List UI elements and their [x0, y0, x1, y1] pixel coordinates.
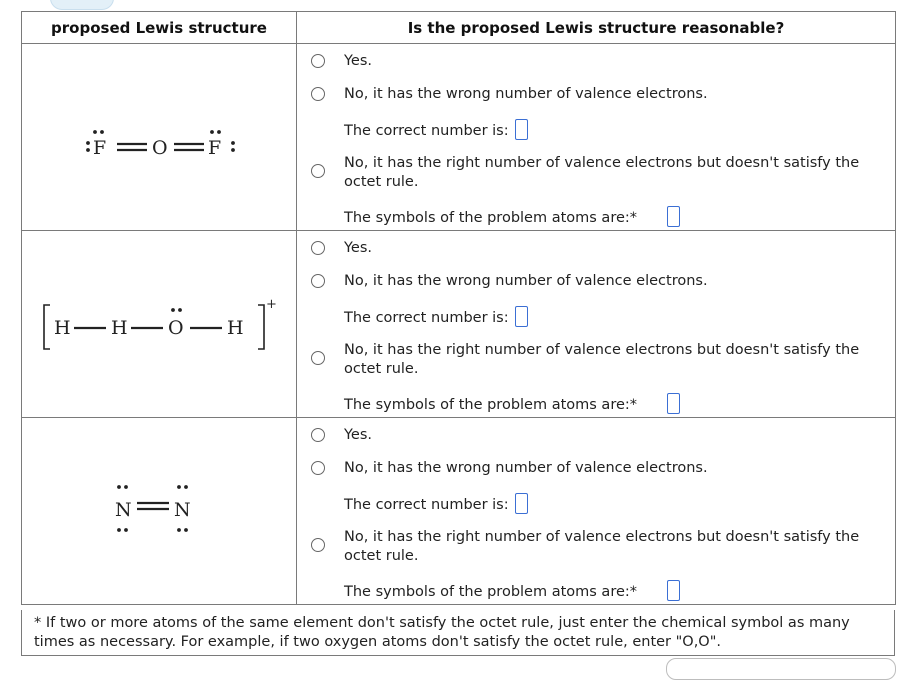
lewis-structure-n2 — [22, 418, 295, 604]
footnote-line2: times as necessary. For example, if two oxygen atoms don't satisfy the octet rule, enter "O,O". — [34, 634, 722, 650]
atom-h3: H — [227, 317, 244, 339]
option-octet-line2: octet rule. — [344, 174, 419, 190]
charge-plus: + — [266, 297, 277, 312]
problem-atoms-row — [344, 393, 680, 415]
problem-atoms-input[interactable] — [667, 206, 680, 227]
bottom-tab-fragment — [666, 658, 896, 680]
correct-number-input[interactable] — [515, 306, 528, 327]
footnote-line1: * If two or more atoms of the same element don't satisfy the octet rule, just enter the chemical symbol as many — [34, 615, 850, 631]
radio-yes[interactable] — [311, 54, 325, 68]
correct-number-input[interactable] — [515, 119, 528, 140]
atom-h2: H — [111, 317, 128, 339]
option-octet-label — [344, 528, 859, 566]
atom-n-right: N — [174, 499, 191, 521]
radio-wrong-count[interactable] — [311, 274, 325, 288]
options-cell — [297, 44, 896, 231]
problem-atoms-label: The symbols of the problem atoms are:* — [344, 397, 638, 413]
option-octet-label — [344, 154, 859, 192]
header-row — [22, 12, 896, 44]
option-wrong-count-label: No, it has the wrong number of valence electrons. — [344, 273, 708, 289]
table-row — [22, 44, 896, 231]
options-cell — [297, 418, 896, 605]
correct-number-row — [344, 306, 528, 328]
atom-h1: H — [54, 317, 71, 339]
structure-cell-n2 — [22, 418, 297, 605]
option-octet-line1: No, it has the right number of valence electrons but doesn't satisfy the — [344, 342, 860, 358]
radio-octet-rule[interactable] — [311, 164, 325, 178]
correct-number-row — [344, 119, 528, 141]
lewis-structure-table — [21, 11, 896, 605]
radio-wrong-count[interactable] — [311, 87, 325, 101]
atom-f-left: F — [93, 137, 107, 159]
atom-f-right: F — [208, 137, 222, 159]
structure-cell-h3o — [22, 231, 297, 418]
footnote — [21, 610, 895, 656]
table-row — [22, 231, 896, 418]
radio-yes[interactable] — [311, 241, 325, 255]
option-yes-label: Yes. — [344, 240, 373, 256]
radio-octet-rule[interactable] — [311, 351, 325, 365]
correct-number-label: The correct number is: — [344, 310, 509, 326]
option-octet-line1: No, it has the right number of valence electrons but doesn't satisfy the — [344, 155, 860, 171]
structure-cell-f2o — [22, 44, 297, 231]
top-tab-fragment — [50, 0, 114, 10]
problem-atoms-label: The symbols of the problem atoms are:* — [344, 584, 638, 600]
option-octet-line1: No, it has the right number of valence electrons but doesn't satisfy the — [344, 529, 860, 545]
lewis-structure-f2o — [22, 44, 295, 230]
option-octet-line2: octet rule. — [344, 548, 419, 564]
problem-atoms-row — [344, 206, 680, 228]
option-yes-label: Yes. — [344, 53, 373, 69]
option-wrong-count-label: No, it has the wrong number of valence electrons. — [344, 460, 708, 476]
header-reasonable: Is the proposed Lewis structure reasonable? — [297, 12, 896, 44]
option-wrong-count-label: No, it has the wrong number of valence electrons. — [344, 86, 708, 102]
correct-number-input[interactable] — [515, 493, 528, 514]
radio-yes[interactable] — [311, 428, 325, 442]
table-row — [22, 418, 896, 605]
correct-number-label: The correct number is: — [344, 123, 509, 139]
problem-atoms-input[interactable] — [667, 580, 680, 601]
lewis-structure-h3o — [22, 231, 295, 417]
radio-wrong-count[interactable] — [311, 461, 325, 475]
atom-o: O — [152, 137, 168, 159]
header-proposed-structure: proposed Lewis structure — [22, 12, 297, 44]
problem-atoms-input[interactable] — [667, 393, 680, 414]
atom-o: O — [168, 317, 184, 339]
option-octet-line2: octet rule. — [344, 361, 419, 377]
option-octet-label — [344, 341, 859, 379]
correct-number-label: The correct number is: — [344, 497, 509, 513]
problem-atoms-label: The symbols of the problem atoms are:* — [344, 210, 638, 226]
radio-octet-rule[interactable] — [311, 538, 325, 552]
option-yes-label: Yes. — [344, 427, 373, 443]
correct-number-row — [344, 493, 528, 515]
options-cell — [297, 231, 896, 418]
atom-n-left: N — [115, 499, 132, 521]
problem-atoms-row — [344, 580, 680, 602]
